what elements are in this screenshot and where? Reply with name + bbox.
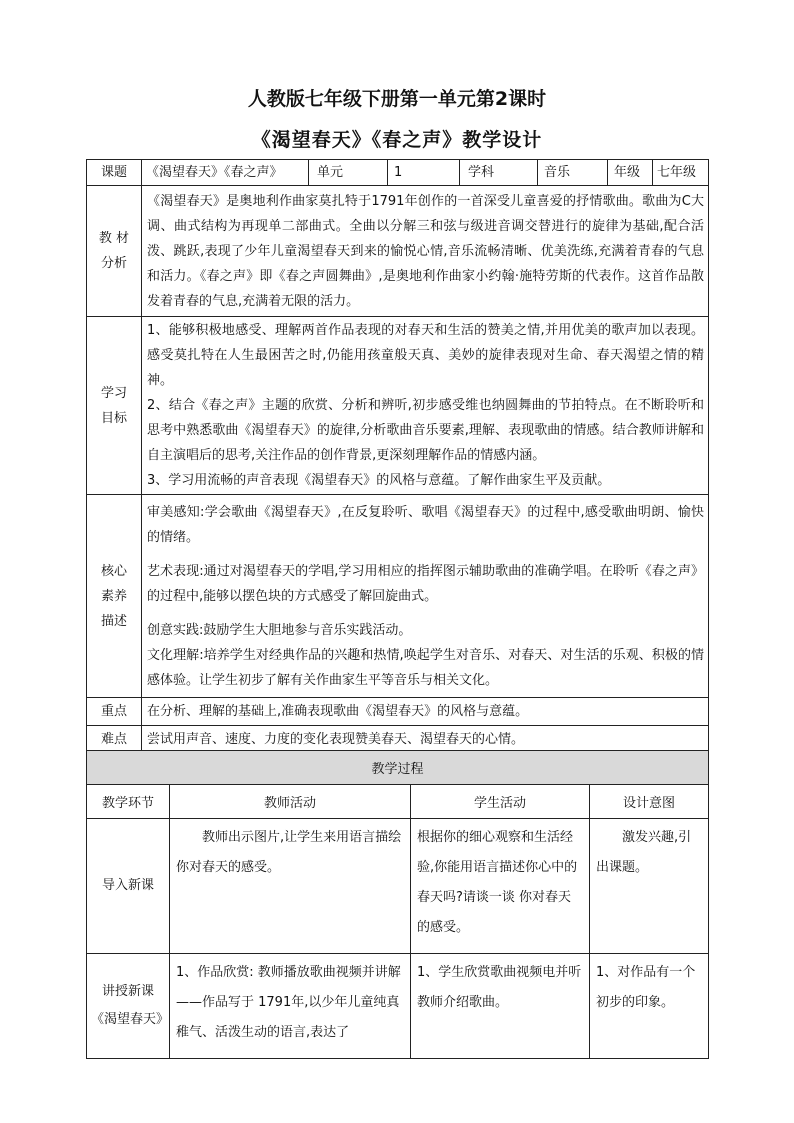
analysis-label bbox=[87, 186, 142, 317]
analysis-text: 《渴望春天》是奥地利作曲家莫扎特于1791年创作的一首深受儿童喜爱的抒情歌曲。歌曲为C大调、曲式结构为再现单二部曲式。全曲以分解三和弦与级进音调交替进行的旋律为基础,配合活泼、跳跃,表现了少年儿童渴望春天到来的愉悦心情,音乐流畅清晰、优美洗练,充满着青春的气息和活力。《春之声》即《春之声圆舞曲》,是奥地利作曲家小约翰·施特劳斯的代表作。这首作品散发着青春的气息,充满着无限的活力。 bbox=[142, 186, 709, 317]
topic-value: 《渴望春天》《春之声》 bbox=[142, 160, 309, 186]
topic-label: 课题 bbox=[87, 160, 142, 186]
literacy-label-line1: 核心 bbox=[100, 563, 127, 579]
literacy-row bbox=[87, 495, 709, 698]
key-point-label: 重点 bbox=[87, 698, 142, 726]
subject-label: 学科 bbox=[460, 160, 538, 186]
teacher-cell: 教师出示图片,让学生来用语言描绘你对春天的感受。 bbox=[170, 819, 411, 954]
goals-label-line2: 目标 bbox=[100, 410, 127, 426]
literacy-text bbox=[142, 495, 709, 698]
grade-value: 七年级 bbox=[653, 160, 709, 186]
process-column-headers bbox=[87, 785, 709, 819]
student-cell: 根据你的细心观察和生活经验,你能用语言描述你心中的春天吗?请谈一谈 你对春天的感受。 bbox=[411, 819, 590, 954]
goals-label bbox=[87, 317, 142, 495]
col-teacher: 教师活动 bbox=[170, 785, 411, 819]
stage-cell: 导入新课 bbox=[87, 819, 170, 954]
stage-cell: 讲授新课《渴望春天》 bbox=[87, 954, 170, 1059]
unit-label: 单元 bbox=[309, 160, 388, 186]
goal-item-2: 2、结合《春之声》主题的欣赏、分析和辨听,初步感受维也纳圆舞曲的节拍特点。在不断聆听和思考中熟悉歌曲《渴望春天》的旋律,分析歌曲音乐要素,理解、表现歌曲的情感。结合教师讲解和自主演唱后的思考,关注作品的创作背景,更深刻理解作品的情感内涵。 bbox=[147, 398, 704, 463]
info-row bbox=[87, 160, 709, 186]
literacy-label-line2: 素养 bbox=[100, 588, 127, 604]
goals-label-line1: 学习 bbox=[100, 385, 127, 401]
teaching-process-table bbox=[86, 750, 709, 1059]
literacy-item-1: 审美感知:学会歌曲《渴望春天》,在反复聆听、歌唱《渴望春天》的过程中,感受歌曲明朗、愉快的情绪。 bbox=[147, 504, 704, 545]
col-intent: 设计意图 bbox=[590, 785, 709, 819]
goal-item-3: 3、学习用流畅的声音表现《渴望春天》的风格与意蕴。了解作曲家生平及贡献。 bbox=[147, 473, 611, 488]
literacy-item-3: 创意实践:鼓励学生大胆地参与音乐实践活动。 bbox=[147, 622, 412, 638]
goal-item-1: 1、能够积极地感受、理解两首作品表现的对春天和生活的赞美之情,并用优美的歌声加以表现。感受莫扎特在人生最困苦之时,仍能用孩童般天真、美妙的旋律表现对生命、春天渴望之情的精神。 bbox=[147, 323, 704, 388]
intent-cell: 1、对作品有一个初步的印象。 bbox=[590, 954, 709, 1059]
grade-label: 年级 bbox=[608, 160, 653, 186]
table-row bbox=[87, 954, 709, 1059]
literacy-item-4: 文化理解:培养学生对经典作品的兴趣和热情,唤起学生对音乐、对春天、对生活的乐观、积极的情感体验。让学生初步了解有关作曲家生平等音乐与相关文化。 bbox=[147, 647, 704, 688]
process-header-row bbox=[87, 751, 709, 785]
difficulty-label: 难点 bbox=[87, 726, 142, 754]
literacy-label bbox=[87, 495, 142, 698]
analysis-label-line2: 分析 bbox=[100, 256, 127, 271]
col-student: 学生活动 bbox=[411, 785, 590, 819]
unit-value: 1 bbox=[388, 160, 460, 186]
analysis-label-line1: 教 材 bbox=[98, 231, 130, 246]
student-cell: 1、学生欣赏歌曲视频电并听教师介绍歌曲。 bbox=[411, 954, 590, 1059]
lesson-info-table bbox=[86, 159, 709, 754]
key-point-text: 在分析、理解的基础上,准确表现歌曲《渴望春天》的风格与意蕴。 bbox=[142, 698, 709, 726]
literacy-item-2: 艺术表现:通过对渴望春天的学唱,学习用相应的指挥图示辅助歌曲的准确学唱。在聆听《春之声》的过程中,能够以摆色块的方式感受了解回旋曲式。 bbox=[147, 563, 704, 604]
page-title-line2: 《渴望春天》《春之声》教学设计 bbox=[251, 129, 543, 151]
process-header: 教学过程 bbox=[87, 751, 709, 785]
key-point-row bbox=[87, 698, 709, 726]
difficulty-text: 尝试用声音、速度、力度的变化表现赞美春天、渴望春天的心情。 bbox=[142, 726, 709, 754]
page-title-line1: 人教版七年级下册第一单元第2课时 bbox=[247, 88, 547, 110]
intent-cell: 激发兴趣,引出课题。 bbox=[590, 819, 709, 954]
analysis-row bbox=[87, 186, 709, 317]
subject-value: 音乐 bbox=[538, 160, 608, 186]
table-row bbox=[87, 819, 709, 954]
literacy-label-line3: 描述 bbox=[100, 613, 127, 629]
goals-row bbox=[87, 317, 709, 495]
goals-text bbox=[142, 317, 709, 495]
teacher-cell: 1、作品欣赏: 教师播放歌曲视频并讲解——作品写于 1791年,以少年儿童纯真稚气、活泼生动的语言,表达了 bbox=[170, 954, 411, 1059]
col-stage: 教学环节 bbox=[87, 785, 170, 819]
